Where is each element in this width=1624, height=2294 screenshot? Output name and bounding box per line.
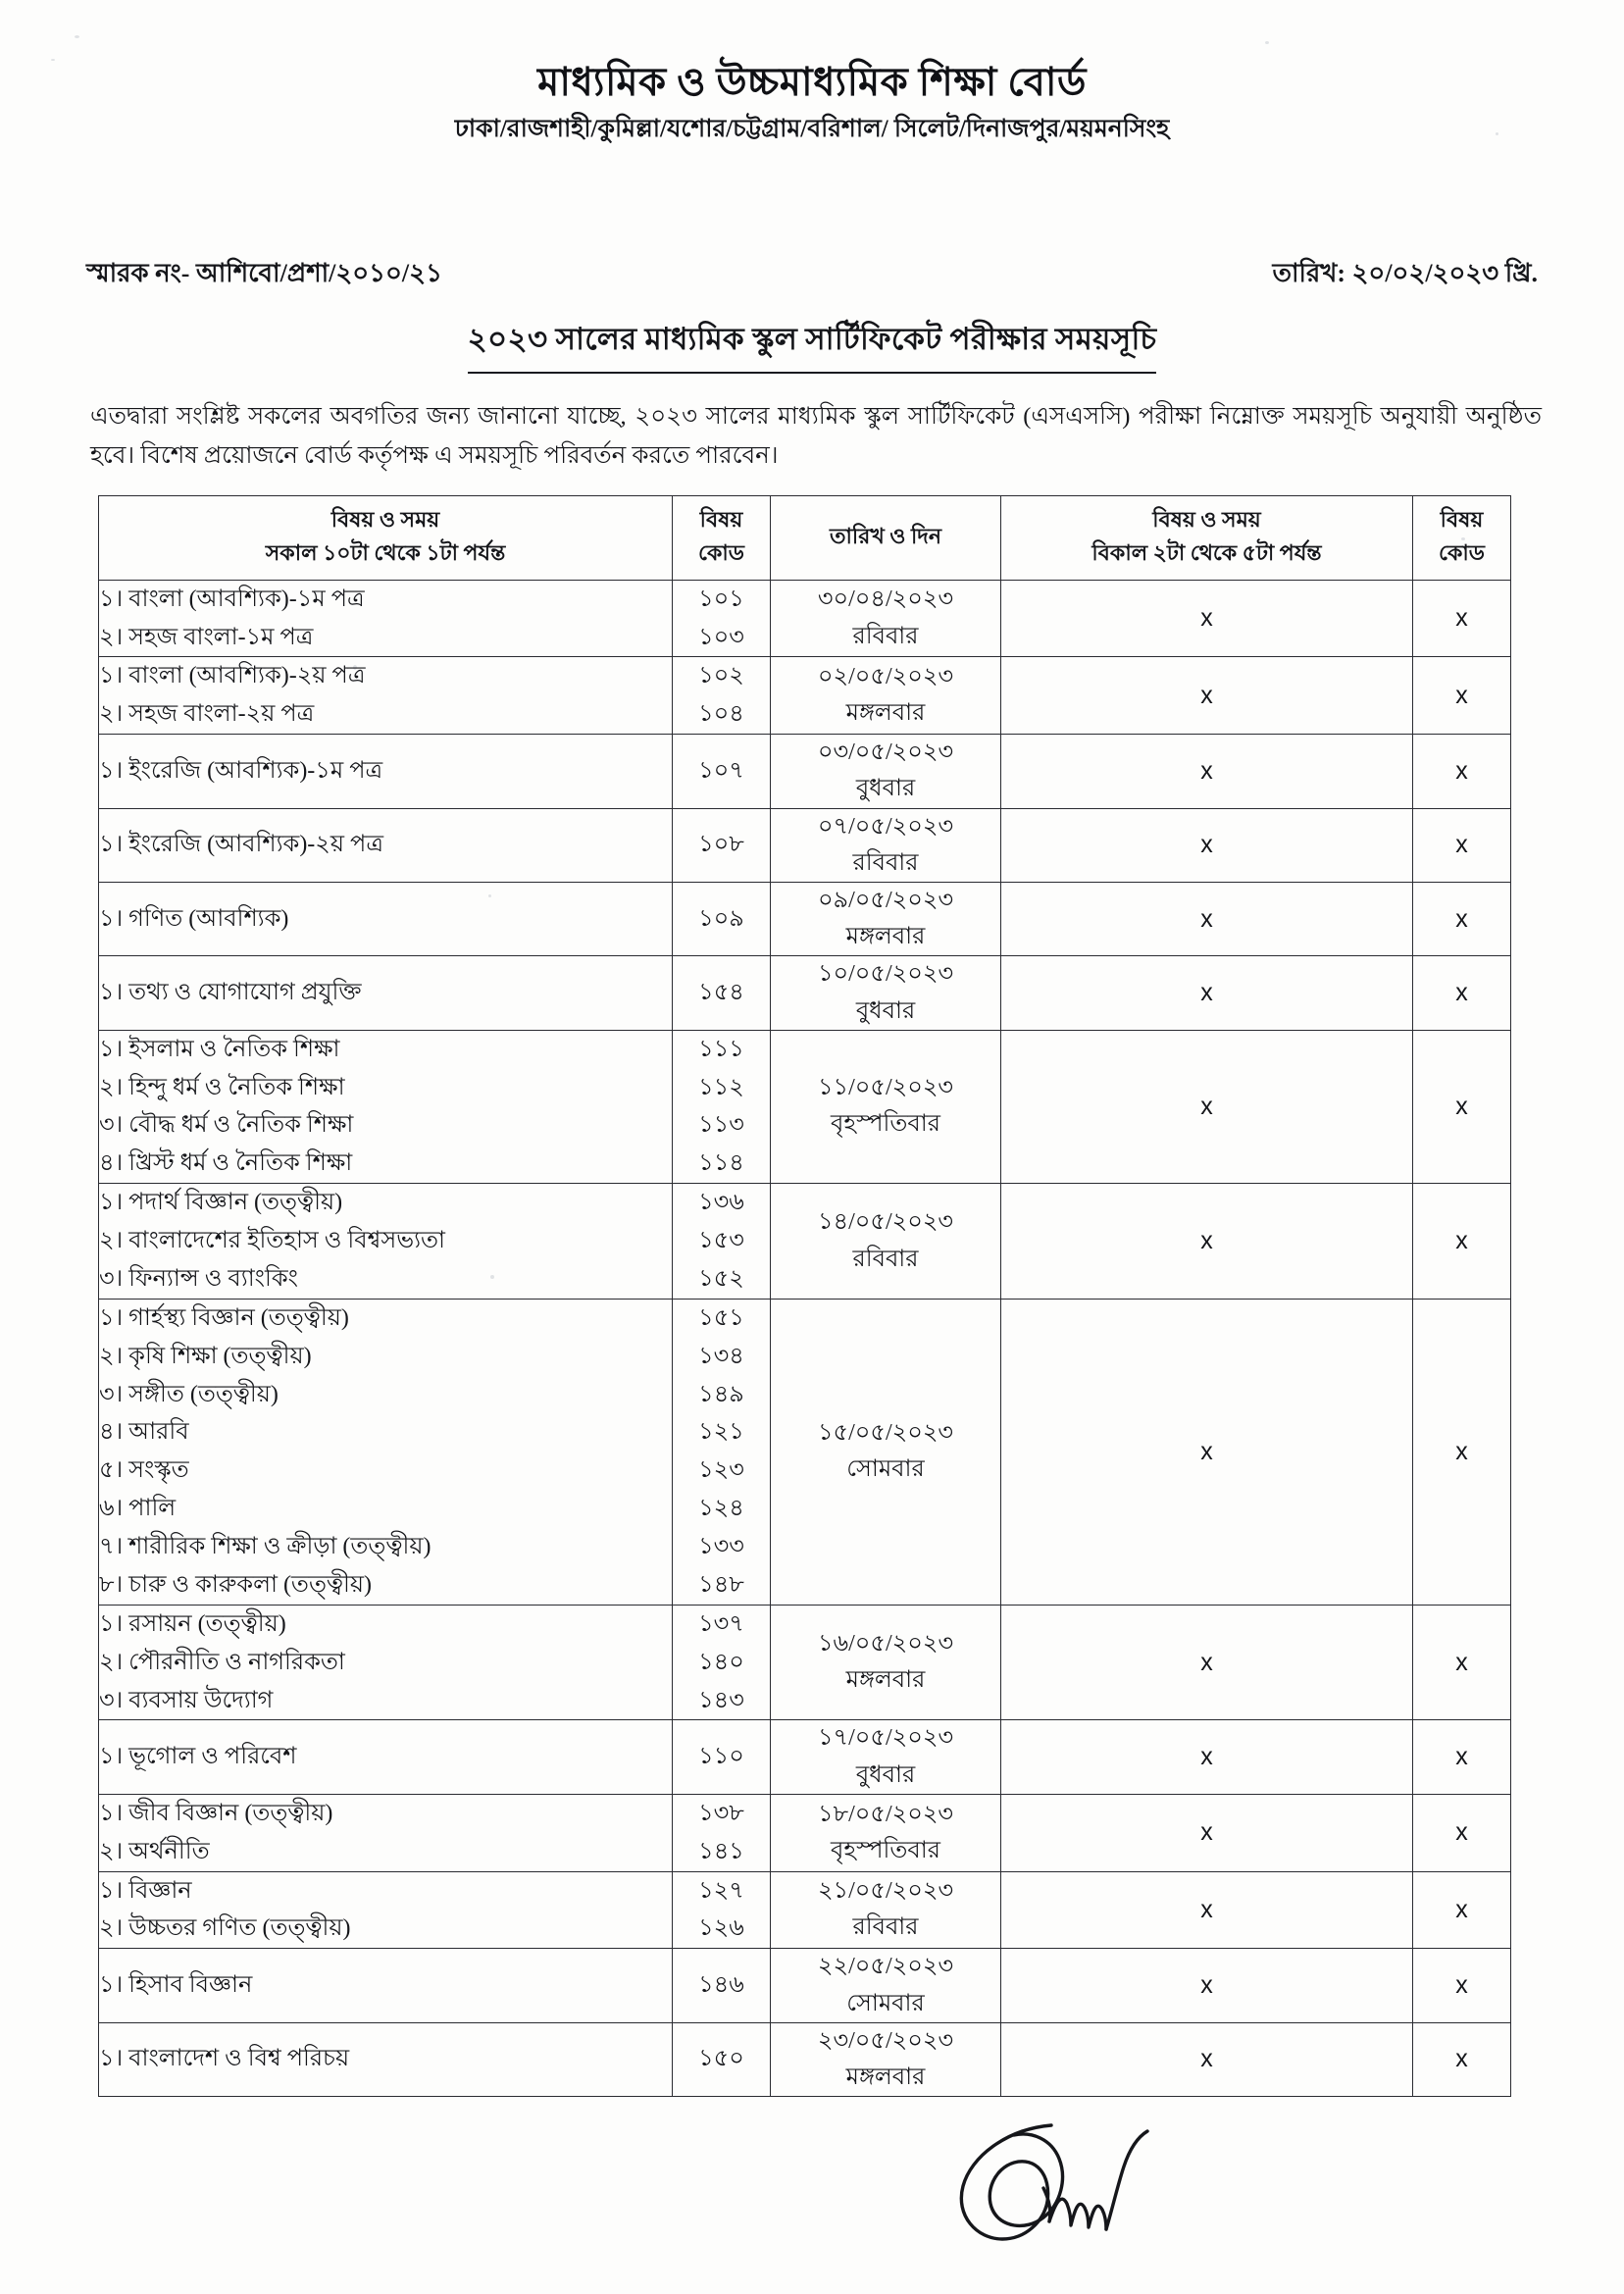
exam-weekday: বুধবার <box>855 997 916 1024</box>
subject-code: ১১৪ <box>698 1150 744 1177</box>
cell-morning-codes <box>673 1299 771 1605</box>
subject-code: ১১৩ <box>698 1112 744 1139</box>
subject-line: ১। ইসলাম ও নৈতিক শিক্ষা <box>99 1036 340 1062</box>
subject-code: ১৩৪ <box>698 1343 744 1369</box>
column-header-afternoon-subject <box>1001 496 1413 581</box>
exam-date: ১৬/০৫/২০২৩ <box>817 1630 954 1657</box>
table-row <box>99 2022 1511 2096</box>
exam-routine-table <box>98 495 1511 2097</box>
cell-afternoon-subject: x <box>1001 1720 1413 1794</box>
document-header <box>0 59 1624 144</box>
exam-weekday: মঙ্গলবার <box>845 700 926 727</box>
board-branches: ঢাকা/রাজশাহী/কুমিল্লা/যশোর/চট্টগ্রাম/বরিশাল/ সিলেট/দিনাজপুর/ময়মনসিংহ <box>454 116 1170 143</box>
cell-afternoon-subject: x <box>1001 1605 1413 1720</box>
exam-date: ১১/০৫/২০২৩ <box>817 1075 954 1101</box>
page-title: ২০২৩ সালের মাধ্যমিক স্কুল সার্টিফিকেট পরীক্ষার সময়সূচি <box>468 316 1157 374</box>
scan-speck <box>1265 41 1269 44</box>
table-header-row <box>99 496 1511 581</box>
cell-morning-codes <box>673 1871 771 1949</box>
subject-line: ১। হিসাব বিজ্ঞান <box>99 1972 253 1999</box>
cell-exam-date <box>771 1720 1001 1794</box>
exam-weekday: বৃহস্পতিবার <box>831 1837 940 1863</box>
table-row <box>99 580 1511 657</box>
header-line-1: বিষয় <box>1440 507 1484 532</box>
cell-exam-date <box>771 1871 1001 1949</box>
cell-exam-date <box>771 1030 1001 1184</box>
column-header-morning-subject <box>99 496 673 581</box>
cell-afternoon-code: x <box>1413 1794 1511 1871</box>
column-header-date-day <box>771 496 1001 581</box>
header-line-1: বিষয় ও সময় <box>1152 507 1261 532</box>
table-row <box>99 1871 1511 1949</box>
cell-afternoon-code: x <box>1413 1299 1511 1605</box>
cell-morning-subjects <box>99 1184 673 1300</box>
exam-date: ০৩/০৫/২০২৩ <box>817 739 954 766</box>
exam-date: ৩০/০৪/২০২৩ <box>817 586 954 613</box>
header-line-2: সকাল ১০টা থেকে ১টা পর্যন্ত <box>265 540 506 566</box>
subject-line: ৩। বৌদ্ধ ধর্ম ও নৈতিক শিক্ষা <box>99 1112 354 1139</box>
exam-weekday: মঙ্গলবার <box>845 924 926 950</box>
subject-code: ১০৭ <box>698 757 744 784</box>
cell-afternoon-code: x <box>1413 1871 1511 1949</box>
exam-date: ১৮/০৫/২০২৩ <box>817 1801 954 1827</box>
subject-code: ১১১ <box>698 1036 744 1062</box>
subject-code: ১০৪ <box>698 701 744 728</box>
subject-line: ৮। চারু ও কারুকলা (তত্ত্বীয়) <box>99 1571 373 1598</box>
exam-date: ১৭/০৫/২০২৩ <box>817 1725 954 1752</box>
subject-code: ১০৩ <box>698 624 744 650</box>
cell-afternoon-subject: x <box>1001 808 1413 882</box>
exam-weekday: রবিবার <box>852 623 919 649</box>
cell-afternoon-subject: x <box>1001 657 1413 735</box>
cell-exam-date <box>771 956 1001 1030</box>
cell-afternoon-subject: x <box>1001 735 1413 808</box>
exam-weekday: রবিবার <box>852 1914 919 1941</box>
subject-line: ৭। শারীরিক শিক্ষা ও ক্রীড়া (তত্ত্বীয়) <box>99 1534 431 1560</box>
cell-morning-subjects <box>99 735 673 808</box>
subject-code: ১৪৮ <box>698 1571 744 1598</box>
cell-afternoon-code: x <box>1413 580 1511 657</box>
subject-line: ১। ভূগোল ও পরিবেশ <box>99 1744 297 1770</box>
subject-code: ১২৪ <box>698 1496 744 1522</box>
cell-exam-date <box>771 2022 1001 2096</box>
header-line-1: বিষয় <box>699 507 743 532</box>
header-line-2: কোড <box>1439 540 1485 566</box>
cell-morning-subjects <box>99 1299 673 1605</box>
subject-line: ১। বাংলাদেশ ও বিশ্ব পরিচয় <box>99 2046 350 2072</box>
table-row <box>99 1299 1511 1605</box>
header-line-2: বিকাল ২টা থেকে ৫টা পর্যন্ত <box>1091 540 1322 566</box>
table-row <box>99 808 1511 882</box>
exam-weekday: বুধবার <box>855 776 916 802</box>
subject-line: ১। তথ্য ও যোগাযোগ প্রযুক্তি <box>99 980 362 1006</box>
subject-line: ২। হিন্দু ধর্ম ও নৈতিক শিক্ষা <box>99 1074 345 1100</box>
subject-code: ১৪৩ <box>698 1687 744 1713</box>
subject-line: ২। কৃষি শিক্ষা (তত্ত্বীয়) <box>99 1343 312 1369</box>
subject-code: ১৫৪ <box>698 980 744 1006</box>
subject-code: ১৩৬ <box>698 1190 744 1216</box>
subject-code: ১০৮ <box>698 832 744 858</box>
table-row <box>99 1030 1511 1184</box>
cell-exam-date <box>771 808 1001 882</box>
subject-code: ১১২ <box>698 1074 744 1100</box>
table-row <box>99 882 1511 955</box>
exam-date: ২২/০৫/২০২৩ <box>817 1954 954 1980</box>
cell-exam-date <box>771 1605 1001 1720</box>
table-row <box>99 1184 1511 1300</box>
cell-morning-subjects <box>99 580 673 657</box>
subject-line: ১। বাংলা (আবশ্যিক)-১ম পত্র <box>99 586 365 612</box>
exam-weekday: বৃহস্পতিবার <box>831 1111 940 1138</box>
cell-morning-codes <box>673 657 771 735</box>
cell-exam-date <box>771 735 1001 808</box>
column-header-morning-code <box>673 496 771 581</box>
subject-line: ১। গণিত (আবশ্যিক) <box>99 905 289 932</box>
subject-code: ১২৭ <box>698 1877 744 1904</box>
cell-morning-codes <box>673 580 771 657</box>
subject-code: ১৫০ <box>698 2046 744 2072</box>
board-title: মাধ্যমিক ও উচ্চমাধ্যমিক শিক্ষা বোর্ড <box>537 60 1087 104</box>
subject-code: ১২৩ <box>698 1457 744 1484</box>
exam-weekday: রবিবার <box>852 849 919 876</box>
subject-code: ১৪০ <box>698 1649 744 1675</box>
exam-date: ২৩/০৫/২০২৩ <box>817 2027 954 2054</box>
cell-afternoon-code: x <box>1413 735 1511 808</box>
memo-number: স্মারক নং- আশিবো/প্রশা/২০১০/২১ <box>86 259 442 287</box>
subject-line: ১। পদার্থ বিজ্ঞান (তত্ত্বীয়) <box>99 1190 343 1216</box>
cell-morning-subjects <box>99 956 673 1030</box>
table-row <box>99 1605 1511 1720</box>
cell-exam-date <box>771 1184 1001 1300</box>
cell-morning-subjects <box>99 1030 673 1184</box>
subject-line: ১। জীব বিজ্ঞান (তত্ত্বীয়) <box>99 1800 333 1826</box>
header-line-1: তারিখ ও দিন <box>830 524 941 549</box>
cell-morning-codes <box>673 956 771 1030</box>
subject-line: ১। রসায়ন (তত্ত্বীয়) <box>99 1610 286 1637</box>
subject-line: ১। ইংরেজি (আবশ্যিক)-২য় পত্র <box>99 832 383 858</box>
subject-line: ৬। পালি <box>99 1496 177 1522</box>
cell-afternoon-subject: x <box>1001 580 1413 657</box>
cell-afternoon-code: x <box>1413 1949 1511 2022</box>
cell-afternoon-subject: x <box>1001 1794 1413 1871</box>
cell-morning-codes <box>673 1184 771 1300</box>
subject-line: ৩। সঙ্গীত (তত্ত্বীয়) <box>99 1381 279 1407</box>
cell-exam-date <box>771 580 1001 657</box>
subject-line: ১। গার্হস্থ্য বিজ্ঞান (তত্ত্বীয়) <box>99 1304 349 1331</box>
cell-afternoon-code: x <box>1413 657 1511 735</box>
subject-code: ১৪৯ <box>698 1381 744 1407</box>
cell-exam-date <box>771 1794 1001 1871</box>
cell-afternoon-subject: x <box>1001 882 1413 955</box>
subject-line: ১। বাংলা (আবশ্যিক)-২য় পত্র <box>99 663 366 689</box>
exam-weekday: বুধবার <box>855 1761 916 1788</box>
exam-date: ১০/০৫/২০২৩ <box>817 961 954 988</box>
exam-date: ০২/০৫/২০২৩ <box>817 664 954 690</box>
memo-date: তারিখ: ২০/০২/২০২৩ খ্রি. <box>1272 259 1538 287</box>
intro-paragraph: এতদ্বারা সংশ্লিষ্ট সকলের অবগতির জন্য জানানো যাচ্ছে, ২০২৩ সালের মাধ্যমিক স্কুল সার্টিফিকেট (এসএসসি) পরীক্ষা নিম্নোক্ত সময়সূচি অনুযায়ী অনুষ্ঠিত হবে। বিশেষ প্রয়োজনে বোর্ড কর্তৃপক্ষ এ সময়সূচি পরিবর্তন করতে পারবেন। <box>90 403 1542 469</box>
cell-afternoon-code: x <box>1413 2022 1511 2096</box>
exam-date: ০৯/০৫/২০২৩ <box>817 887 954 913</box>
cell-afternoon-subject: x <box>1001 1030 1413 1184</box>
exam-weekday: রবিবার <box>852 1246 919 1272</box>
table-row <box>99 956 1511 1030</box>
subject-code: ১০১ <box>698 586 744 612</box>
cell-morning-subjects <box>99 657 673 735</box>
cell-exam-date <box>771 657 1001 735</box>
cell-morning-codes <box>673 808 771 882</box>
page-title-wrapper <box>0 316 1624 374</box>
cell-morning-subjects <box>99 1605 673 1720</box>
cell-exam-date <box>771 1299 1001 1605</box>
memo-row <box>86 253 1538 296</box>
cell-afternoon-code: x <box>1413 1184 1511 1300</box>
subject-line: ২। পৌরনীতি ও নাগরিকতা <box>99 1649 345 1675</box>
subject-code: ১২৬ <box>698 1915 744 1942</box>
cell-morning-subjects <box>99 882 673 955</box>
cell-morning-subjects <box>99 808 673 882</box>
cell-afternoon-subject: x <box>1001 1299 1413 1605</box>
subject-code: ১৩৮ <box>698 1800 744 1826</box>
cell-afternoon-code: x <box>1413 1720 1511 1794</box>
column-header-afternoon-code <box>1413 496 1511 581</box>
cell-exam-date <box>771 882 1001 955</box>
subject-line: ২। বাংলাদেশের ইতিহাস ও বিশ্বসভ্যতা <box>99 1228 446 1254</box>
cell-morning-subjects <box>99 1871 673 1949</box>
cell-afternoon-code: x <box>1413 1605 1511 1720</box>
subject-line: ৩। ব্যবসায় উদ্যোগ <box>99 1687 274 1713</box>
cell-morning-subjects <box>99 1949 673 2022</box>
subject-line: ২। সহজ বাংলা-১ম পত্র <box>99 624 314 650</box>
header-line-1: বিষয় ও সময় <box>330 507 440 532</box>
cell-afternoon-subject: x <box>1001 956 1413 1030</box>
subject-line: ৩। ফিন্যান্স ও ব্যাংকিং <box>99 1265 298 1292</box>
subject-code: ১২১ <box>698 1419 744 1446</box>
cell-morning-codes <box>673 1030 771 1184</box>
cell-morning-subjects <box>99 1794 673 1871</box>
table-row <box>99 657 1511 735</box>
exam-weekday: মঙ্গলবার <box>845 2064 926 2090</box>
cell-morning-subjects <box>99 2022 673 2096</box>
cell-afternoon-code: x <box>1413 956 1511 1030</box>
subject-code: ১৫২ <box>698 1265 744 1292</box>
exam-date: ০৭/০৫/২০২৩ <box>817 813 954 840</box>
subject-code: ১০৯ <box>698 905 744 932</box>
subject-code: ১১০ <box>698 1744 744 1770</box>
subject-line: ২। সহজ বাংলা-২য় পত্র <box>99 701 315 728</box>
subject-code: ১৩৭ <box>698 1610 744 1637</box>
subject-code: ১৪৬ <box>698 1972 744 1999</box>
cell-afternoon-code: x <box>1413 808 1511 882</box>
table-row <box>99 1949 1511 2022</box>
subject-line: ৪। আরবি <box>99 1419 189 1446</box>
cell-afternoon-subject: x <box>1001 1949 1413 2022</box>
cell-afternoon-code: x <box>1413 1030 1511 1184</box>
subject-line: ৪। খ্রিস্ট ধর্ম ও নৈতিক শিক্ষা <box>99 1150 353 1177</box>
subject-code: ১৩৩ <box>698 1534 744 1560</box>
scan-speck <box>75 35 79 38</box>
exam-date: ১৪/০৫/২০২৩ <box>817 1209 954 1236</box>
exam-weekday: সোমবার <box>846 1990 925 2016</box>
exam-weekday: সোমবার <box>846 1456 925 1483</box>
subject-line: ২। উচ্চতর গণিত (তত্ত্বীয়) <box>99 1915 351 1942</box>
subject-code: ১৪১ <box>698 1838 744 1864</box>
subject-code: ১০২ <box>698 663 744 689</box>
exam-weekday: মঙ্গলবার <box>845 1667 926 1694</box>
exam-date: ২১/০৫/২০২৩ <box>817 1878 954 1905</box>
cell-morning-codes <box>673 1720 771 1794</box>
subject-line: ১। ইংরেজি (আবশ্যিক)-১ম পত্র <box>99 757 383 784</box>
table-body <box>99 580 1511 2096</box>
cell-morning-codes <box>673 1605 771 1720</box>
cell-morning-codes <box>673 1949 771 2022</box>
table-row <box>99 735 1511 808</box>
subject-line: ৫। সংস্কৃত <box>99 1457 189 1484</box>
cell-exam-date <box>771 1949 1001 2022</box>
subject-line: ১। বিজ্ঞান <box>99 1877 192 1904</box>
cell-morning-codes <box>673 1794 771 1871</box>
table-row <box>99 1794 1511 1871</box>
cell-afternoon-subject: x <box>1001 1871 1413 1949</box>
cell-morning-codes <box>673 735 771 808</box>
cell-afternoon-subject: x <box>1001 2022 1413 2096</box>
cell-morning-codes <box>673 882 771 955</box>
exam-date: ১৫/০৫/২০২৩ <box>817 1420 954 1447</box>
table-header <box>99 496 1511 581</box>
cell-afternoon-code: x <box>1413 882 1511 955</box>
cell-morning-codes <box>673 2022 771 2096</box>
table-row <box>99 1720 1511 1794</box>
header-line-2: কোড <box>698 540 744 566</box>
cell-morning-subjects <box>99 1720 673 1794</box>
subject-code: ১৫১ <box>698 1304 744 1331</box>
subject-line: ২। অর্থনীতি <box>99 1838 210 1864</box>
subject-code: ১৫৩ <box>698 1228 744 1254</box>
signature <box>941 2123 1265 2290</box>
cell-afternoon-subject: x <box>1001 1184 1413 1300</box>
